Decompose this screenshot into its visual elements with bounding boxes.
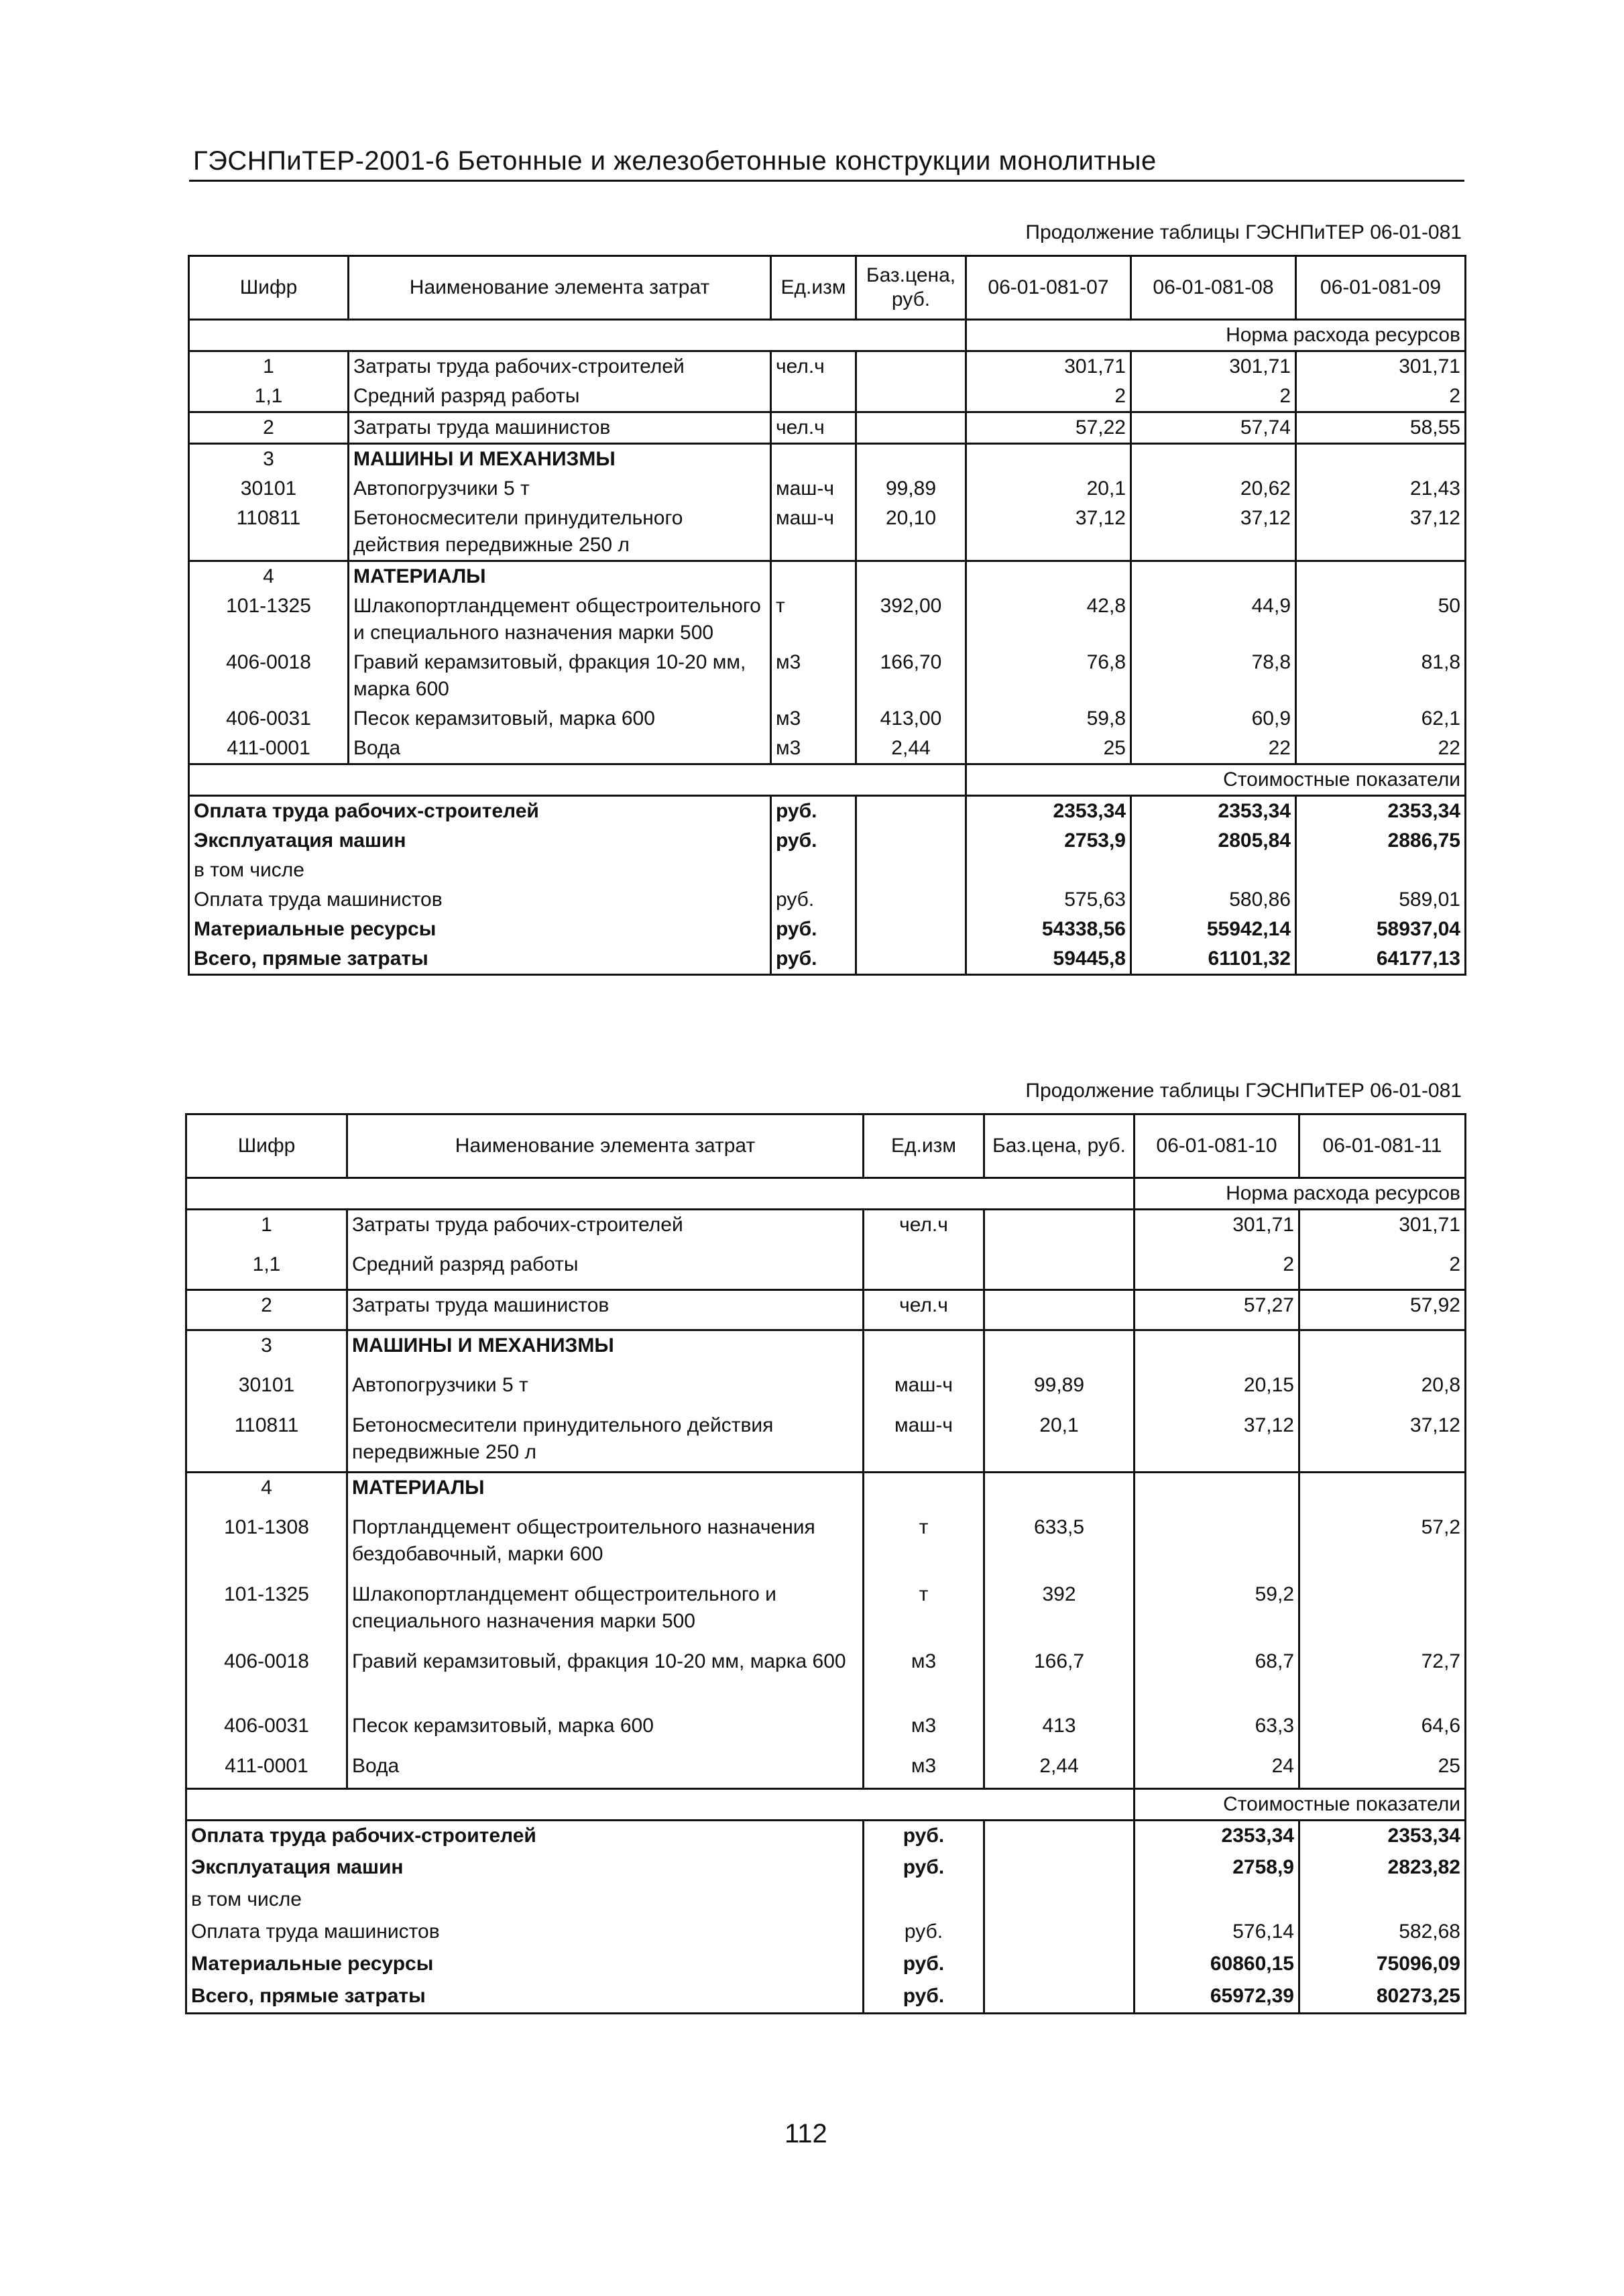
row-value-3: 50 xyxy=(1296,591,1466,648)
row-price: 633,5 xyxy=(984,1513,1135,1580)
row-name: Гравий керамзитовый, фракция 10-20 мм, марка 600 xyxy=(347,1647,864,1711)
row-unit: м3 xyxy=(864,1752,984,1789)
row-value-2: 20,8 xyxy=(1299,1371,1466,1411)
row-value-2: 2 xyxy=(1131,382,1296,412)
row-value-2: 64,6 xyxy=(1299,1711,1466,1752)
cost-value-1: 576,14 xyxy=(1135,1917,1299,1949)
cost-label: Материальные ресурсы xyxy=(186,1949,864,1982)
cost-value-1: 59445,8 xyxy=(966,944,1131,975)
row-value-1: 301,71 xyxy=(1135,1210,1299,1250)
row-unit: чел.ч xyxy=(771,351,856,382)
header-col3: 06-01-081-09 xyxy=(1296,256,1466,320)
row-value-1: 57,22 xyxy=(966,412,1131,444)
row-name: Песок керамзитовый, марка 600 xyxy=(349,704,771,734)
table-row xyxy=(189,734,1466,764)
row-unit: м3 xyxy=(771,734,856,764)
row-value-2 xyxy=(1299,1330,1466,1371)
cost-value-2: 2353,34 xyxy=(1299,1821,1466,1853)
table-row xyxy=(189,412,1466,444)
row-price xyxy=(984,1330,1135,1371)
cost-value-3 xyxy=(1296,856,1466,885)
cost-row xyxy=(189,796,1466,827)
cost-unit: руб. xyxy=(771,826,856,856)
table-row xyxy=(186,1330,1466,1371)
header-code: Шифр xyxy=(186,1114,347,1178)
cost-value-2: 2823,82 xyxy=(1299,1853,1466,1885)
row-price: 392,00 xyxy=(856,591,966,648)
table1-caption: Продолжение таблицы ГЭСНПиТЕР 06-01-081 xyxy=(1025,221,1462,243)
cost-value-2: 582,68 xyxy=(1299,1917,1466,1949)
cost-value-3: 58937,04 xyxy=(1296,915,1466,944)
row-name: Затраты труда машинистов xyxy=(349,412,771,444)
cost-label: Оплата труда рабочих-строителей xyxy=(186,1821,864,1853)
header-col1: 06-01-081-10 xyxy=(1135,1114,1299,1178)
row-code: 1,1 xyxy=(189,382,349,412)
cost-unit: руб. xyxy=(864,1853,984,1885)
cost-value-2: 2353,34 xyxy=(1131,796,1296,827)
row-value-2: 37,12 xyxy=(1299,1411,1466,1473)
row-code: 411-0001 xyxy=(186,1752,347,1789)
table1-norm-section xyxy=(189,320,1466,351)
row-price xyxy=(856,444,966,475)
row-unit: маш-ч xyxy=(771,504,856,561)
row-code: 3 xyxy=(186,1330,347,1371)
table2-header-row xyxy=(186,1114,1466,1178)
row-value-3 xyxy=(1296,444,1466,475)
row-unit: м3 xyxy=(864,1711,984,1752)
header-code: Шифр xyxy=(189,256,349,320)
cost-value-1: 65972,39 xyxy=(1135,1982,1299,2014)
cost-unit: руб. xyxy=(864,1821,984,1853)
cost-row xyxy=(186,1821,1466,1853)
row-code: 110811 xyxy=(186,1411,347,1473)
row-value-2: 78,8 xyxy=(1131,648,1296,704)
row-unit xyxy=(864,1250,984,1290)
row-value-1: 59,2 xyxy=(1135,1580,1299,1647)
cost-row xyxy=(189,826,1466,856)
row-unit xyxy=(771,444,856,475)
table-row xyxy=(189,561,1466,592)
header-name: Наименование элемента затрат xyxy=(349,256,771,320)
row-value-1 xyxy=(966,444,1131,475)
header-rule xyxy=(189,180,1464,182)
row-value-1: 2 xyxy=(966,382,1131,412)
row-unit xyxy=(864,1330,984,1371)
row-name: Бетоносмесители принудительного действия передвижные 250 л xyxy=(349,504,771,561)
row-unit: чел.ч xyxy=(864,1210,984,1250)
cost-unit: руб. xyxy=(771,796,856,827)
row-value-2 xyxy=(1299,1580,1466,1647)
row-code: 2 xyxy=(189,412,349,444)
cost-row xyxy=(189,915,1466,944)
row-value-1 xyxy=(966,561,1131,592)
row-value-1: 59,8 xyxy=(966,704,1131,734)
cost-value-3: 2353,34 xyxy=(1296,796,1466,827)
table-row xyxy=(186,1371,1466,1411)
row-value-1: 76,8 xyxy=(966,648,1131,704)
row-name: МАШИНЫ И МЕХАНИЗМЫ xyxy=(349,444,771,475)
row-value-3: 58,55 xyxy=(1296,412,1466,444)
table2-cost-section xyxy=(186,1789,1466,1821)
row-value-2: 301,71 xyxy=(1131,351,1296,382)
table-row xyxy=(186,1411,1466,1473)
cost-value-2: 61101,32 xyxy=(1131,944,1296,975)
table-row xyxy=(189,504,1466,561)
cost-value-1: 2353,34 xyxy=(966,796,1131,827)
row-value-1: 2 xyxy=(1135,1250,1299,1290)
row-value-2: 72,7 xyxy=(1299,1647,1466,1711)
cost-value-2: 80273,25 xyxy=(1299,1982,1466,2014)
page-number: 112 xyxy=(785,2119,827,2148)
row-price xyxy=(856,382,966,412)
cost-label: Всего, прямые затраты xyxy=(189,944,771,975)
row-price: 20,1 xyxy=(984,1411,1135,1473)
table-row xyxy=(186,1513,1466,1580)
row-code: 406-0031 xyxy=(186,1711,347,1752)
row-name: Песок керамзитовый, марка 600 xyxy=(347,1711,864,1752)
row-code: 30101 xyxy=(189,474,349,504)
header-col1: 06-01-081-07 xyxy=(966,256,1131,320)
row-value-3: 21,43 xyxy=(1296,474,1466,504)
row-price xyxy=(984,1290,1135,1330)
table-row xyxy=(189,474,1466,504)
section-cost-label: Стоимостные показатели xyxy=(966,764,1466,796)
cost-value-1 xyxy=(1135,1885,1299,1917)
row-value-2: 60,9 xyxy=(1131,704,1296,734)
cost-row xyxy=(189,885,1466,915)
cost-value-2 xyxy=(1299,1885,1466,1917)
row-unit xyxy=(771,382,856,412)
row-value-2: 25 xyxy=(1299,1752,1466,1789)
row-code: 406-0031 xyxy=(189,704,349,734)
table-row xyxy=(189,382,1466,412)
row-name: Портландцемент общестроительного назначения бездобавочный, марки 600 xyxy=(347,1513,864,1580)
table1 xyxy=(188,255,1466,976)
cost-value-2: 2805,84 xyxy=(1131,826,1296,856)
row-value-3 xyxy=(1296,561,1466,592)
row-value-2: 44,9 xyxy=(1131,591,1296,648)
table-row xyxy=(189,704,1466,734)
row-value-3: 81,8 xyxy=(1296,648,1466,704)
header-name: Наименование элемента затрат xyxy=(347,1114,864,1178)
table-row xyxy=(186,1290,1466,1330)
row-value-2: 22 xyxy=(1131,734,1296,764)
cost-label: Материальные ресурсы xyxy=(189,915,771,944)
section-norm-label: Норма расхода ресурсов xyxy=(966,320,1466,351)
row-value-3: 37,12 xyxy=(1296,504,1466,561)
cost-unit: руб. xyxy=(771,885,856,915)
row-code: 30101 xyxy=(186,1371,347,1411)
row-unit: т xyxy=(771,591,856,648)
row-price xyxy=(984,1210,1135,1250)
cost-value-1: 2753,9 xyxy=(966,826,1131,856)
cost-value-1: 60860,15 xyxy=(1135,1949,1299,1982)
cost-label: в том числе xyxy=(186,1885,864,1917)
row-price: 392 xyxy=(984,1580,1135,1647)
row-name: Шлакопортландцемент общестроительного и специального назначения марки 500 xyxy=(349,591,771,648)
table-row xyxy=(186,1210,1466,1250)
cost-row xyxy=(186,1982,1466,2014)
row-code: 2 xyxy=(186,1290,347,1330)
row-code: 101-1325 xyxy=(186,1580,347,1647)
row-value-1: 37,12 xyxy=(1135,1411,1299,1473)
cost-row xyxy=(189,944,1466,975)
row-code: 4 xyxy=(186,1473,347,1513)
section-norm-label: Норма расхода ресурсов xyxy=(1135,1178,1466,1210)
cost-label: Оплата труда машинистов xyxy=(186,1917,864,1949)
row-value-1 xyxy=(1135,1473,1299,1513)
row-value-3: 301,71 xyxy=(1296,351,1466,382)
cost-label: Оплата труда рабочих-строителей xyxy=(189,796,771,827)
table-row xyxy=(186,1647,1466,1711)
row-name: Затраты труда машинистов xyxy=(347,1290,864,1330)
row-code: 3 xyxy=(189,444,349,475)
cost-unit: руб. xyxy=(864,1949,984,1982)
row-value-2: 301,71 xyxy=(1299,1210,1466,1250)
row-value-1 xyxy=(1135,1513,1299,1580)
row-value-1: 20,15 xyxy=(1135,1371,1299,1411)
cost-value-2: 55942,14 xyxy=(1131,915,1296,944)
cost-value-1: 575,63 xyxy=(966,885,1131,915)
cost-value-3: 2886,75 xyxy=(1296,826,1466,856)
row-price: 413 xyxy=(984,1711,1135,1752)
row-unit: чел.ч xyxy=(771,412,856,444)
header-price: Баз.цена, руб. xyxy=(856,256,966,320)
row-value-1: 25 xyxy=(966,734,1131,764)
header-unit: Ед.изм xyxy=(864,1114,984,1178)
cost-row xyxy=(186,1885,1466,1917)
row-name: Гравий керамзитовый, фракция 10-20 мм, марка 600 xyxy=(349,648,771,704)
table2-caption: Продолжение таблицы ГЭСНПиТЕР 06-01-081 xyxy=(1025,1080,1462,1102)
row-value-3: 2 xyxy=(1296,382,1466,412)
row-value-2 xyxy=(1131,561,1296,592)
row-value-3: 62,1 xyxy=(1296,704,1466,734)
row-price xyxy=(856,351,966,382)
table-row xyxy=(189,648,1466,704)
table-row xyxy=(186,1473,1466,1513)
row-value-2: 37,12 xyxy=(1131,504,1296,561)
row-value-2 xyxy=(1299,1473,1466,1513)
cost-label: Всего, прямые затраты xyxy=(186,1982,864,2014)
row-value-1: 24 xyxy=(1135,1752,1299,1789)
row-name: МАТЕРИАЛЫ xyxy=(347,1473,864,1513)
row-price: 413,00 xyxy=(856,704,966,734)
row-value-1: 20,1 xyxy=(966,474,1131,504)
row-code: 1 xyxy=(189,351,349,382)
row-price: 20,10 xyxy=(856,504,966,561)
row-price: 166,7 xyxy=(984,1647,1135,1711)
cost-unit: руб. xyxy=(771,915,856,944)
row-price: 99,89 xyxy=(984,1371,1135,1411)
row-value-2: 57,92 xyxy=(1299,1290,1466,1330)
header-unit: Ед.изм xyxy=(771,256,856,320)
cost-value-1 xyxy=(966,856,1131,885)
row-value-2: 57,2 xyxy=(1299,1513,1466,1580)
row-unit: т xyxy=(864,1513,984,1580)
row-code: 1 xyxy=(186,1210,347,1250)
row-unit: м3 xyxy=(864,1647,984,1711)
header-col2: 06-01-081-08 xyxy=(1131,256,1296,320)
table1-header-row xyxy=(189,256,1466,320)
row-name: Бетоносмесители принудительного действия передвижные 250 л xyxy=(347,1411,864,1473)
table-row xyxy=(186,1752,1466,1789)
row-code: 101-1325 xyxy=(189,591,349,648)
cost-value-1: 2758,9 xyxy=(1135,1853,1299,1885)
cost-row xyxy=(186,1917,1466,1949)
section-cost-label: Стоимостные показатели xyxy=(1135,1789,1466,1821)
cost-unit: руб. xyxy=(864,1917,984,1949)
row-name: Автопогрузчики 5 т xyxy=(349,474,771,504)
header-col2: 06-01-081-11 xyxy=(1299,1114,1466,1178)
row-name: Затраты труда рабочих-строителей xyxy=(347,1210,864,1250)
cost-value-3: 64177,13 xyxy=(1296,944,1466,975)
cost-unit xyxy=(864,1885,984,1917)
table2-norm-section xyxy=(186,1178,1466,1210)
cost-value-2 xyxy=(1131,856,1296,885)
table-row xyxy=(189,444,1466,475)
cost-label: Оплата труда машинистов xyxy=(189,885,771,915)
row-price xyxy=(856,561,966,592)
row-value-1: 68,7 xyxy=(1135,1647,1299,1711)
row-price xyxy=(984,1250,1135,1290)
row-name: МАТЕРИАЛЫ xyxy=(349,561,771,592)
cost-value-1: 2353,34 xyxy=(1135,1821,1299,1853)
row-code: 411-0001 xyxy=(189,734,349,764)
row-value-2: 20,62 xyxy=(1131,474,1296,504)
header-price: Баз.цена, руб. xyxy=(984,1114,1135,1178)
row-unit: маш-ч xyxy=(771,474,856,504)
row-code: 101-1308 xyxy=(186,1513,347,1580)
row-code: 406-0018 xyxy=(189,648,349,704)
cost-value-2: 580,86 xyxy=(1131,885,1296,915)
row-name: Шлакопортландцемент общестроительного и специального назначения марки 500 xyxy=(347,1580,864,1647)
row-value-1: 37,12 xyxy=(966,504,1131,561)
row-price: 2,44 xyxy=(856,734,966,764)
row-code: 1,1 xyxy=(186,1250,347,1290)
row-value-2: 57,74 xyxy=(1131,412,1296,444)
cost-unit xyxy=(771,856,856,885)
row-name: Средний разряд работы xyxy=(349,382,771,412)
row-value-3: 22 xyxy=(1296,734,1466,764)
row-unit xyxy=(864,1473,984,1513)
table-row xyxy=(186,1580,1466,1647)
cost-value-2: 75096,09 xyxy=(1299,1949,1466,1982)
row-price: 2,44 xyxy=(984,1752,1135,1789)
row-price: 99,89 xyxy=(856,474,966,504)
row-price: 166,70 xyxy=(856,648,966,704)
row-value-1: 63,3 xyxy=(1135,1711,1299,1752)
row-value-1: 57,27 xyxy=(1135,1290,1299,1330)
row-unit: маш-ч xyxy=(864,1411,984,1473)
cost-label: в том числе xyxy=(189,856,771,885)
cost-row xyxy=(186,1853,1466,1885)
cost-value-3: 589,01 xyxy=(1296,885,1466,915)
row-value-1: 301,71 xyxy=(966,351,1131,382)
row-value-1 xyxy=(1135,1330,1299,1371)
cost-unit: руб. xyxy=(771,944,856,975)
row-name: Автопогрузчики 5 т xyxy=(347,1371,864,1411)
table-row xyxy=(189,591,1466,648)
page-header: ГЭСНПиТЕР-2001-6 Бетонные и железобетонные конструкции монолитные xyxy=(193,146,1157,176)
row-unit: м3 xyxy=(771,704,856,734)
table-row xyxy=(189,351,1466,382)
cost-value-1: 54338,56 xyxy=(966,915,1131,944)
row-value-2: 2 xyxy=(1299,1250,1466,1290)
row-value-2 xyxy=(1131,444,1296,475)
table-row xyxy=(186,1711,1466,1752)
row-unit: т xyxy=(864,1580,984,1647)
table1-cost-section xyxy=(189,764,1466,796)
row-name: Вода xyxy=(349,734,771,764)
cost-label: Эксплуатация машин xyxy=(189,826,771,856)
row-value-1: 42,8 xyxy=(966,591,1131,648)
row-name: Средний разряд работы xyxy=(347,1250,864,1290)
row-price xyxy=(984,1473,1135,1513)
row-name: Затраты труда рабочих-строителей xyxy=(349,351,771,382)
cost-unit: руб. xyxy=(864,1982,984,2014)
row-price xyxy=(856,412,966,444)
cost-label: Эксплуатация машин xyxy=(186,1853,864,1885)
table-row xyxy=(186,1250,1466,1290)
row-name: Вода xyxy=(347,1752,864,1789)
table2 xyxy=(185,1113,1466,2014)
cost-row xyxy=(189,856,1466,885)
row-unit: чел.ч xyxy=(864,1290,984,1330)
row-code: 406-0018 xyxy=(186,1647,347,1711)
cost-row xyxy=(186,1949,1466,1982)
row-code: 110811 xyxy=(189,504,349,561)
row-unit xyxy=(771,561,856,592)
row-name: МАШИНЫ И МЕХАНИЗМЫ xyxy=(347,1330,864,1371)
row-unit: маш-ч xyxy=(864,1371,984,1411)
row-unit: м3 xyxy=(771,648,856,704)
row-code: 4 xyxy=(189,561,349,592)
